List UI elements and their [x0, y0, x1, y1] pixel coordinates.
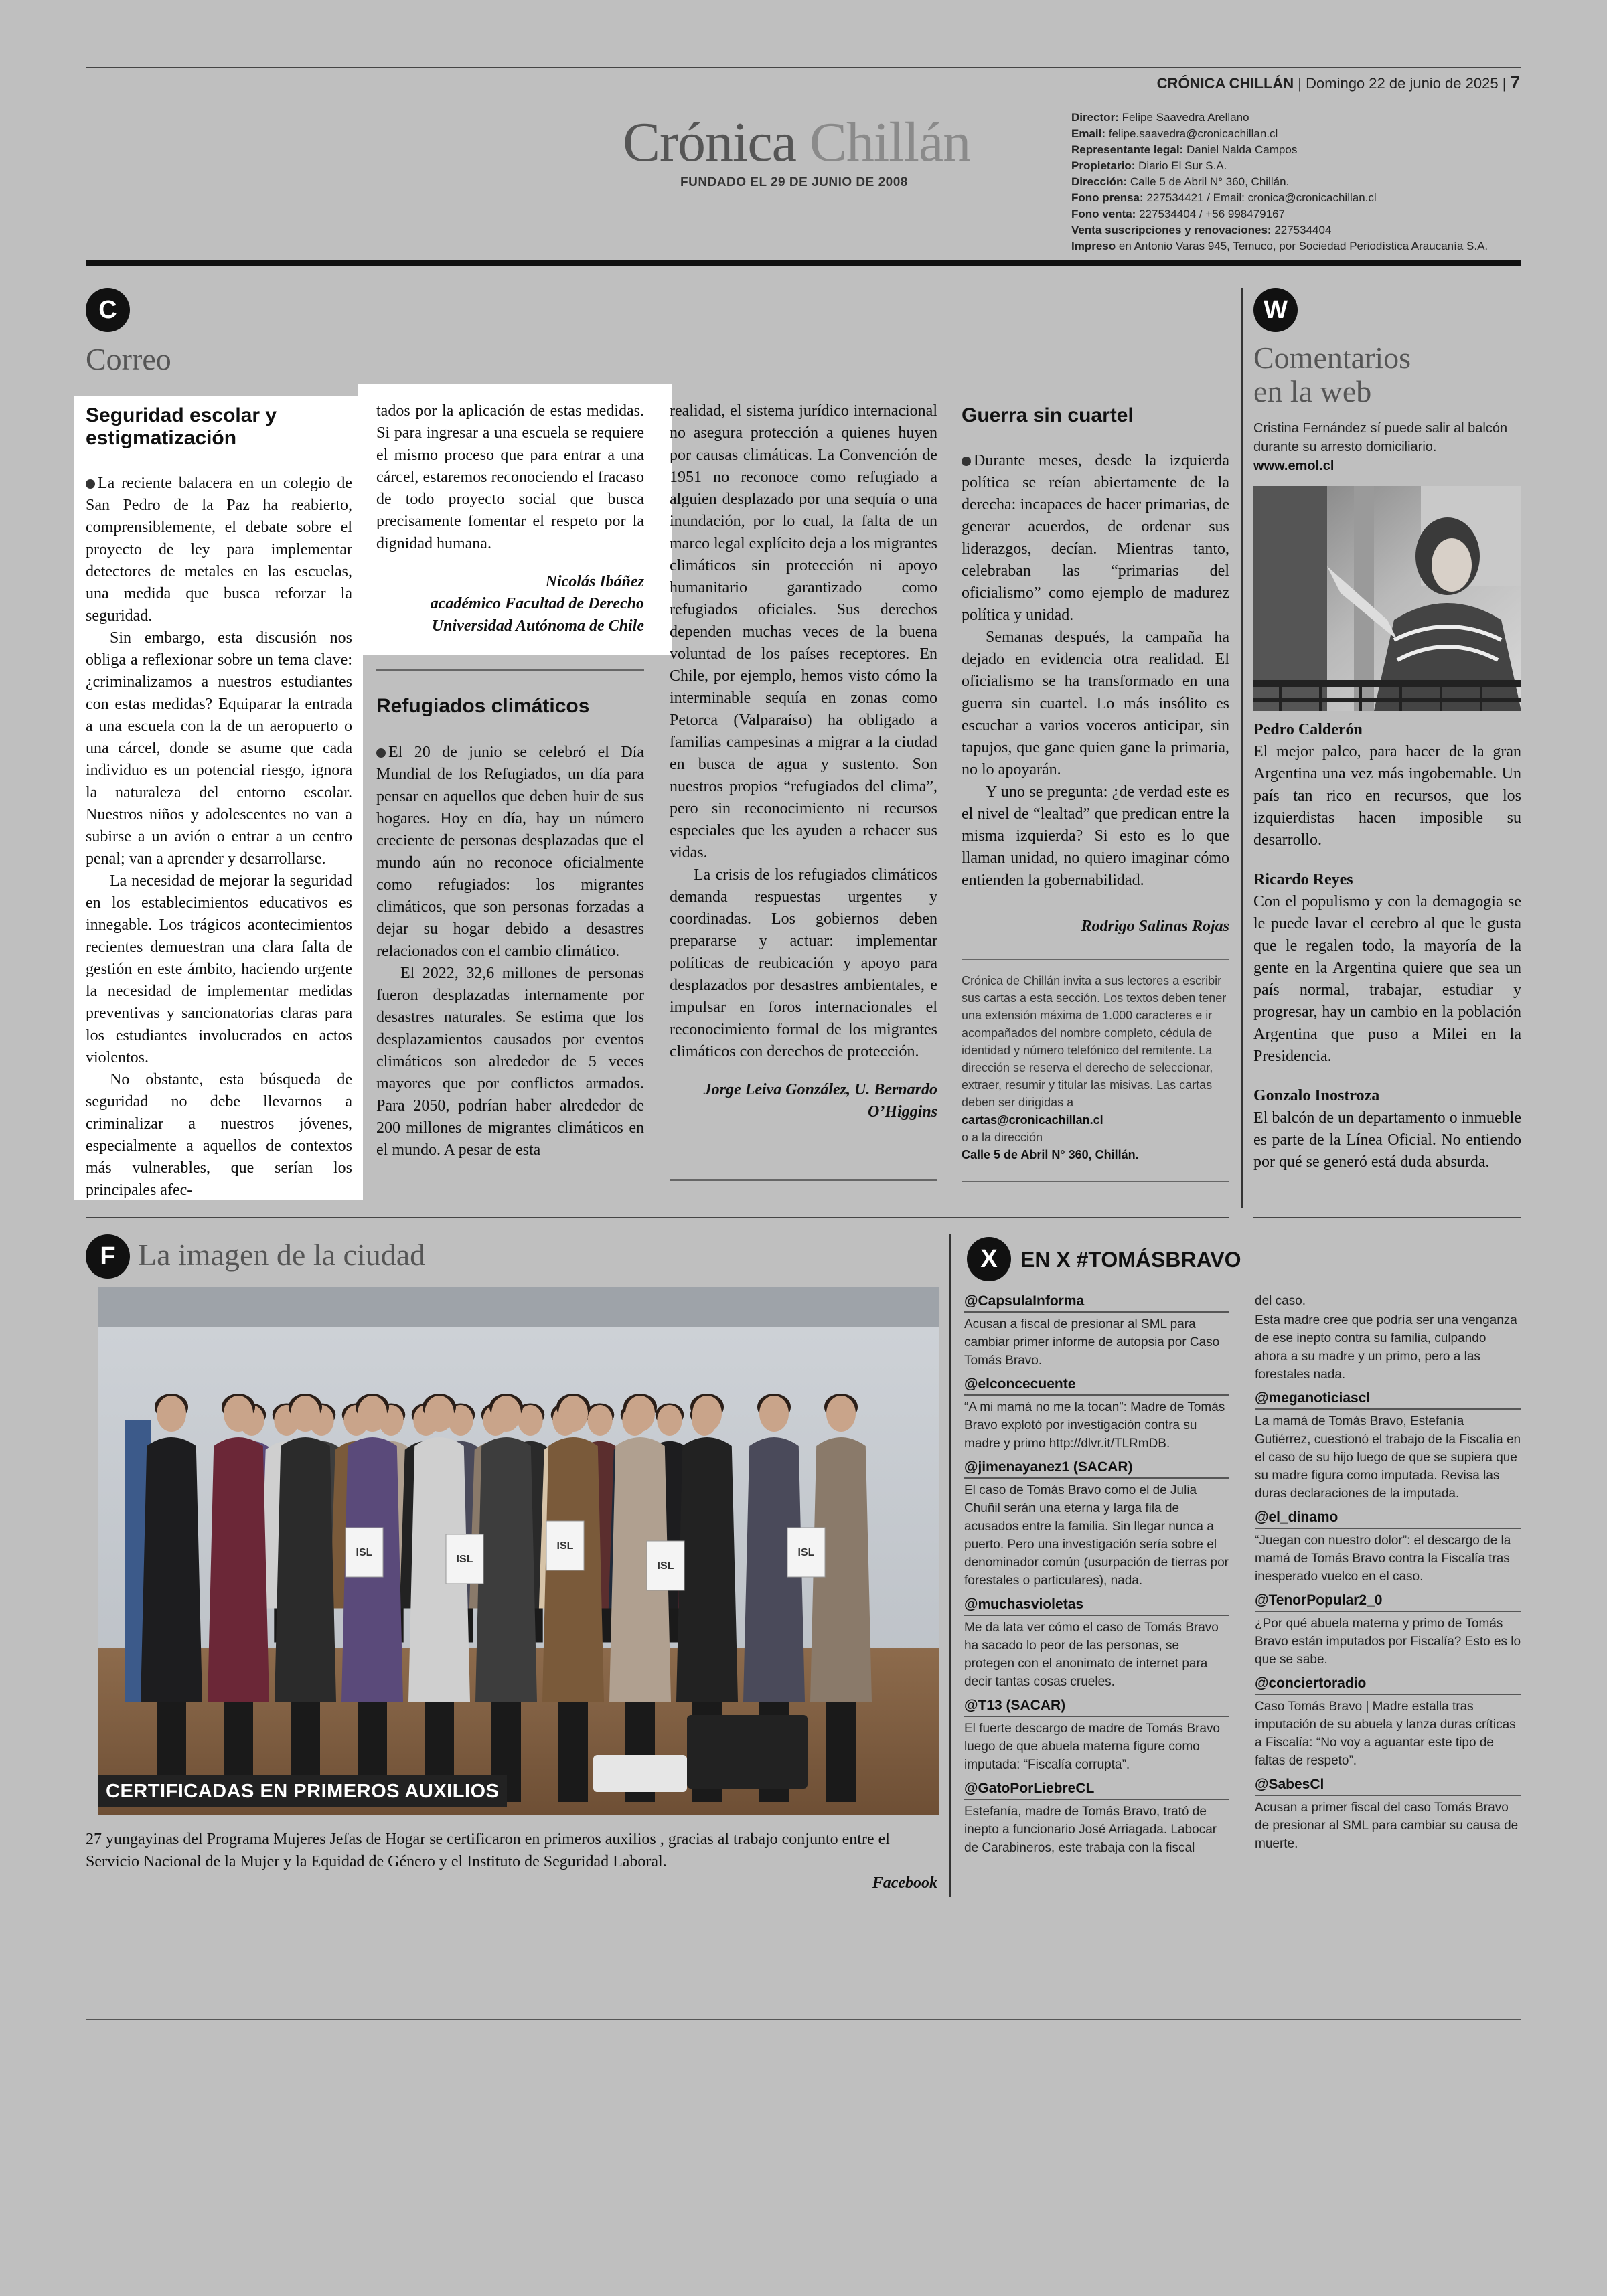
- masthead-info-label: Impreso: [1071, 240, 1116, 252]
- masthead-info-line: [1071, 190, 1527, 206]
- certificate-logo-text: ISL: [456, 1554, 473, 1565]
- paragraph: [376, 742, 644, 963]
- tweet-text: El fuerte descargo de madre de Tomás Bravo luego de que abuela materna figure como imputada: “Fiscalía corrupta”.: [964, 1722, 1220, 1772]
- city-photo: [98, 1287, 939, 1815]
- column-divider: [962, 1181, 1229, 1182]
- tweet-text: ¿Por qué abuela materna y primo de Tomás Bravo están imputados por Fiscalía? Esto es lo que se sabe.: [1255, 1617, 1521, 1667]
- logo-word-cronica: Crónica: [623, 111, 796, 173]
- paragraph: El 2022, 32,6 millones de personas fueron desplazadas internamente por desastres naturales. Se estima que los desplazamientos causados por eventos climáticos son alrededor de 5 veces mayores que por conflictos armados. Para 2050, podrían haber alrededor de 200 millones de migrantes climáticos en el mundo. A pesar de esta: [376, 965, 644, 1159]
- paragraph-text: La reciente balacera en un colegio de San Pedro de la Paz ha reabierto, comprensiblemente, el debate sobre el proyecto de ley para implementar detectores de metales en las escuelas, una medida que busca reforzar la seguridad.: [86, 475, 352, 625]
- letter-refugiados-col2: [376, 695, 644, 1161]
- tweet-text: Acusan a primer fiscal del caso Tomás Bravo de presionar al SML para cambiar su causa de muerte.: [1255, 1801, 1519, 1851]
- page-ref-date: Domingo 22 de junio de 2025: [1306, 75, 1499, 92]
- web-comment-text: El balcón de un departamento o inmueble es parte de la Línea Oficial. No entiendo por qué se generó está duda absurda.: [1253, 1109, 1521, 1171]
- masthead-info: [1071, 110, 1527, 254]
- page-number: 7: [1510, 72, 1520, 92]
- certificate-logo-text: ISL: [556, 1540, 574, 1552]
- masthead-info-value: Diario El Sur S.A.: [1138, 159, 1227, 172]
- balcony-photo-art: [1253, 486, 1521, 711]
- certificate-logo-text: ISL: [657, 1560, 674, 1572]
- signature-role: académico Facultad de Derecho: [430, 595, 644, 612]
- masthead-info-label: Dirección:: [1071, 175, 1128, 188]
- signature-name: Nicolás Ibáñez: [545, 573, 644, 590]
- letter-refugiados-headline: Refugiados climáticos: [376, 695, 590, 717]
- imagen-title: La imagen de la ciudad: [138, 1238, 426, 1272]
- masthead-info-label: Email:: [1071, 127, 1106, 140]
- column-divider: [376, 669, 644, 671]
- header-thick-rule: [86, 260, 1521, 266]
- notice-text: Crónica de Chillán invita a sus lectores a escribir sus cartas a esta sección. Los textos deben tener una extensión máxima de 1.000 caracteres e ir acompañados del nombre completo, cédula de identidad y número telefónico del remitente. La dirección se reserva el derecho de seleccionar, extraer, resumir y titular las misivas. Las cartas deben ser dirigidas a: [962, 974, 1227, 1109]
- masthead-info-value: Calle 5 de Abril N° 360, Chillán.: [1130, 175, 1290, 188]
- web-comment-author: Gonzalo Inostroza: [1253, 1087, 1380, 1104]
- paragraph: Sin embargo, esta discusión nos obliga a reflexionar sobre un tema clave: ¿criminalizamos a nuestros estudiantes con estas medidas? Equiparar la entrada a una escuela con la de un aeropuerto o una cárcel, donde se asume que cada individuo es un potencial riesgo, ignora la naturaleza del entorno escolar. Nuestros niños y adolescentes no van a subirse a un avión o entrar a un centro penal; van a aprender y desarrollarse.: [86, 629, 352, 868]
- masthead-info-value: felipe.saavedra@cronicachillan.cl: [1108, 127, 1278, 140]
- web-badge: W: [1253, 288, 1298, 332]
- letter-refugiados-body-cont: [670, 400, 937, 1063]
- paragraph: No obstante, esta búsqueda de seguridad no debe llevarnos a criminalizar a nuestros jóvenes, especialmente a aquellos de contextos más vulnerables, que serían los principales afec-: [86, 1071, 352, 1199]
- tweet-handle[interactable]: @el_dinamo: [1255, 1508, 1521, 1529]
- paragraph-text: Durante meses, desde la izquierda política se reían abiertamente de la derecha: incapaces de hacer primarias, de generar acuerdos, de ordenar sus liderazgos, decían. Mientras tanto, celebraban las “primarias del oficialismo” como ejemplo de madurez política y unidad.: [962, 452, 1229, 624]
- letter-seguridad-body: [86, 473, 352, 1202]
- letter-seguridad-headline: Seguridad escolar y estigmatización: [86, 404, 277, 449]
- paragraph: realidad, el sistema jurídico internacional no asegura protección a quienes huyen por causas climáticas. La Convención de 1951 no reconoce como refugiado a alguien desplazado por una sequía o una inundación, por lo cual, la falta de un marco legal explícito deja a los migrantes climáticos sin protección ni apoyo humanitario garantizado como refugiados oficiales. Sus derechos dependen muchas veces de la buena voluntad de los países receptores. En Chile, por ejemplo, hemos visto cómo la interminable sequía en zonas como Petorca (Valparaíso) ha obligado a familias campesinas a migrar a la ciudad en busca de agua y sustento. Son nuestros propios “refugiados del clima”, pero sin reconocimiento ni recursos especiales que les ayuden a rehacer sus vidas.: [670, 402, 937, 862]
- tweet-handle[interactable]: @jimenayanez1 (SACAR): [964, 1458, 1229, 1479]
- tweet-handle[interactable]: @SabesCl: [1255, 1775, 1521, 1796]
- letter-seguridad-signature: [376, 571, 644, 637]
- imagen-badge: F: [86, 1234, 130, 1279]
- paragraph: [86, 473, 352, 627]
- tweet-text: Esta madre cree que podría ser una venganza de ese inepto contra su familia, culpando ahora a su madre y un primo, pero a las forestales nada.: [1255, 1313, 1517, 1382]
- vertical-divider-x: [949, 1234, 951, 1897]
- tweet-text: [1255, 1292, 1521, 1310]
- masthead-info-value: Felipe Saavedra Arellano: [1122, 111, 1249, 124]
- masthead-info-line: [1071, 174, 1527, 190]
- tweet-text: “A mi mamá no me la tocan”: Madre de Tomás Bravo explotó por investigación contra su madre y primo http://dlvr.it/TLRmDB.: [964, 1400, 1225, 1451]
- web-title: [1253, 341, 1411, 408]
- page-ref-name: CRÓNICA CHILLÁN: [1156, 75, 1294, 92]
- web-comments: [1253, 719, 1521, 1191]
- web-intro: [1253, 419, 1521, 475]
- certificate-logo-text: ISL: [797, 1547, 815, 1558]
- tweet-handle[interactable]: @elconcecuente: [964, 1375, 1229, 1396]
- paragraph: tados por la aplicación de estas medidas. Si para ingresar a una escuela se requiere el mismo proceso que para entrar a una cárcel, estaremos reconociendo el fracaso de todo proyecto social que busca precisamente fomentar el respeto por la dignidad humana.: [376, 402, 644, 552]
- section-rule: [86, 1217, 1229, 1218]
- tweet-text: Caso Tomás Bravo | Madre estalla tras imputación de su abuela y lanza duras críticas a Fiscalía: “No voy a aguantar este tipo de faltas de respeto”.: [1255, 1700, 1516, 1768]
- letter-seguridad-body-cont: [376, 400, 644, 555]
- balcony-photo: [1253, 486, 1521, 711]
- certificate-logo-text: ISL: [356, 1547, 373, 1558]
- x-col1: [964, 1292, 1229, 1862]
- x-title: EN X #TOMÁSBRAVO: [1020, 1248, 1241, 1272]
- letter-guerra-signature: Rodrigo Salinas Rojas: [1081, 918, 1229, 935]
- paragraph: [962, 450, 1229, 627]
- paragraph-text: El 20 de junio se celebró el Día Mundial de los Refugiados, un día para pensar en aquellos que deben huir de sus hogares. Hoy en día, hay un número creciente de personas desplazadas que el mundo aún no reconoce oficialmente como refugiados: los migrantes climáticos, que son personas forzadas a dejar su hogar debido a desastres relacionados con el cambio climático.: [376, 744, 644, 960]
- masthead-logo: [623, 112, 970, 173]
- bottom-rule: [86, 2019, 1521, 2020]
- letter-refugiados-col3: [670, 400, 937, 1123]
- tweet-handle[interactable]: @muchasvioletas: [964, 1595, 1229, 1616]
- masthead-info-value: Daniel Nalda Campos: [1186, 143, 1298, 156]
- paragraph: Y uno se pregunta: ¿de verdad este es el nivel de “lealtad” que predican entre la misma izquierda? Si esto es lo que llaman unidad, no quiero imaginar cómo entienden la gobernabilidad.: [962, 783, 1229, 889]
- tweet-text: La mamá de Tomás Bravo, Estefanía Gutiérrez, cuestionó el trabajo de la Fiscalía en el caso de su hijo luego de que se supiera que su madre figura como imputada. Revisa las duras declaraciones de la imputada.: [1255, 1414, 1521, 1501]
- masthead-info-line: [1071, 110, 1527, 126]
- web-comment-text: Con el populismo y con la demagogia se le puede lavar el cerebro al que le gusta que le regalen todo, la mayoría de la gente en la Argentina quiere que sea un país normal, trabajar, estudiar y progresar, hay un cambio en la población Argentina que puso a Milei en la Presidencia.: [1253, 893, 1521, 1065]
- letter-refugiados-signature: Jorge Leiva González, U. Bernardo O’Higgins: [703, 1081, 937, 1121]
- tweet-text: Me da lata ver cómo el caso de Tomás Bravo ha sacado lo peor de las personas, se protegen con el anonimato de internet para decir tantas cosas crueles.: [964, 1621, 1219, 1689]
- web-title-line1: Comentarios: [1253, 341, 1411, 375]
- masthead-info-label: Venta suscripciones y renovaciones:: [1071, 224, 1272, 236]
- logo-word-chillan: Chillán: [809, 111, 971, 173]
- notice-email[interactable]: cartas@cronicachillan.cl: [962, 1113, 1103, 1127]
- tweet-handle[interactable]: @T13 (SACAR): [964, 1696, 1229, 1717]
- tweet-text: El caso de Tomás Bravo como el de Julia Chuñil serán una eterna y larga fila de acusados entre la familia. Sin llegar nunca a puerto. Pero una investigación sería sobre el denominador común (usurpación de tierras por forestales o particulares), nada.: [964, 1483, 1229, 1588]
- column-divider: [670, 1179, 937, 1181]
- photo-label: CERTIFICADAS EN PRIMEROS AUXILIOS: [98, 1775, 507, 1807]
- letters-notice: [962, 972, 1229, 1163]
- notice-or: o a la dirección: [962, 1131, 1043, 1144]
- city-photo-art: [98, 1287, 939, 1815]
- section-rule-web: [1253, 1217, 1521, 1218]
- page-ref-sep2: |: [1502, 75, 1511, 92]
- letter-guerra-headline: Guerra sin cuartel: [962, 404, 1134, 426]
- paragraph: La necesidad de mejorar la seguridad en los establecimientos educativos es innegable. Los trágicos acontecimientos recientes demuestran una clara falta de gestión en este ámbito, haciendo urgente la necesidad de implementar medidas preventivas y sancionatorias claras para los estudiantes involucrados en actos violentos.: [86, 872, 352, 1066]
- top-rule: [86, 67, 1521, 68]
- signature-org: Universidad Autónoma de Chile: [431, 617, 644, 635]
- masthead-info-value: en Antonio Varas 945, Temuco, por Sociedad Periodística Araucanía S.A.: [1118, 240, 1488, 252]
- masthead-info-line: [1071, 238, 1527, 254]
- tweet-text: “Juegan con nuestro dolor”: el descargo de la mamá de Tomás Bravo contra la Fiscalía tras inesperado vuelco en el caso.: [1255, 1534, 1511, 1584]
- tweet-lead: del caso.: [1255, 1294, 1306, 1308]
- letter-seguridad-col2: [376, 400, 644, 637]
- masthead-info-line: [1071, 222, 1527, 238]
- notice-address: Calle 5 de Abril N° 360, Chillán.: [962, 1148, 1139, 1161]
- bullet-icon: [962, 457, 971, 466]
- web-comment-author: Pedro Calderón: [1253, 721, 1363, 738]
- correo-title: Correo: [86, 342, 171, 376]
- letter-seguridad-col1: [86, 404, 352, 1202]
- tweet-handle[interactable]: @conciertoradio: [1255, 1674, 1521, 1695]
- column-divider: [962, 959, 1229, 960]
- web-comment-author: Ricardo Reyes: [1253, 871, 1353, 888]
- letter-guerra-col4: [962, 404, 1229, 938]
- x-badge: X: [967, 1237, 1011, 1281]
- masthead-info-value: 227534421 / Email: cronica@cronicachillan.cl: [1146, 191, 1377, 204]
- x-col2: [1255, 1292, 1521, 1858]
- web-comment-text: El mejor palco, para hacer de la gran Argentina una vez más ingobernable. Un país tan rico en recursos, que los izquierdistas hacen imposible su desarrollo.: [1253, 743, 1521, 849]
- tweet-handle[interactable]: @GatoPorLiebreCL: [964, 1779, 1229, 1800]
- tweet-handle[interactable]: @TenorPopular2_0: [1255, 1591, 1521, 1612]
- masthead-info-value: 227534404: [1274, 224, 1332, 236]
- tweet-text: Estefanía, madre de Tomás Bravo, trató de inepto a funcionario José Arriagada. Labocar de Carabineros, este trabaja con la fiscal: [964, 1805, 1217, 1855]
- masthead-info-line: [1071, 206, 1527, 222]
- web-comment: [1253, 719, 1521, 851]
- tweet-handle[interactable]: @CapsulaInforma: [964, 1292, 1229, 1313]
- letter-guerra-body: [962, 450, 1229, 892]
- tweet-text: Acusan a fiscal de presionar al SML para cambiar primer informe de autopsia por Caso Tomás Bravo.: [964, 1317, 1220, 1368]
- masthead-info-label: Fono prensa:: [1071, 191, 1144, 204]
- vertical-divider: [1241, 288, 1243, 1208]
- web-comment: [1253, 1085, 1521, 1173]
- paragraph: La crisis de los refugiados climáticos demanda respuestas urgentes y coordinadas. Los gobiernos deben prepararse y actuar: implementar políticas de reubicación y apoyo para desplazados por desastres ambientales, e impulsar en foros internacionales el reconocimiento formal de los migrantes climáticos con derechos de protección.: [670, 866, 937, 1060]
- bullet-icon: [376, 748, 386, 758]
- web-title-line2: en la web: [1253, 374, 1372, 408]
- founded-line: FUNDADO EL 29 DE JUNIO DE 2008: [680, 175, 908, 189]
- masthead-info-label: Propietario:: [1071, 159, 1136, 172]
- masthead-info-label: Director:: [1071, 111, 1119, 124]
- masthead-info-value: 227534404 / +56 998479167: [1139, 208, 1285, 220]
- tweet-handle[interactable]: @meganoticiascl: [1255, 1389, 1521, 1410]
- photo-caption: 27 yungayinas del Programa Mujeres Jefas de Hogar se certificaron en primeros auxilios , gracias al trabajo conjunto entre el Servicio Nacional de la Mujer y la Equidad de Género y el Instituto de Seguridad Laboral.: [86, 1831, 890, 1870]
- bullet-icon: [86, 479, 95, 489]
- correo-badge: C: [86, 288, 130, 332]
- paragraph: Semanas después, la campaña ha dejado en evidencia otra realidad. El oficialismo se ha transformado en una guerra sin cuartel. Lo más insólito es escuchar a varios voceros anticipar, sin tapujos, que gane quien gane la primaria, no lo apoyarán.: [962, 629, 1229, 778]
- masthead-info-line: [1071, 142, 1527, 158]
- letter-refugiados-body: [376, 742, 644, 1161]
- page-reference: [1157, 72, 1520, 93]
- masthead-info-line: [1071, 158, 1527, 174]
- web-source[interactable]: www.emol.cl: [1253, 459, 1334, 473]
- page-ref-sep: |: [1298, 75, 1306, 92]
- web-intro-text: Cristina Fernández sí puede salir al balcón durante su arresto domiciliario.: [1253, 421, 1508, 455]
- masthead-info-label: Representante legal:: [1071, 143, 1184, 156]
- masthead-info-line: [1071, 126, 1527, 142]
- masthead-info-label: Fono venta:: [1071, 208, 1136, 220]
- photo-credit: Facebook: [872, 1874, 937, 1892]
- web-comment: [1253, 869, 1521, 1068]
